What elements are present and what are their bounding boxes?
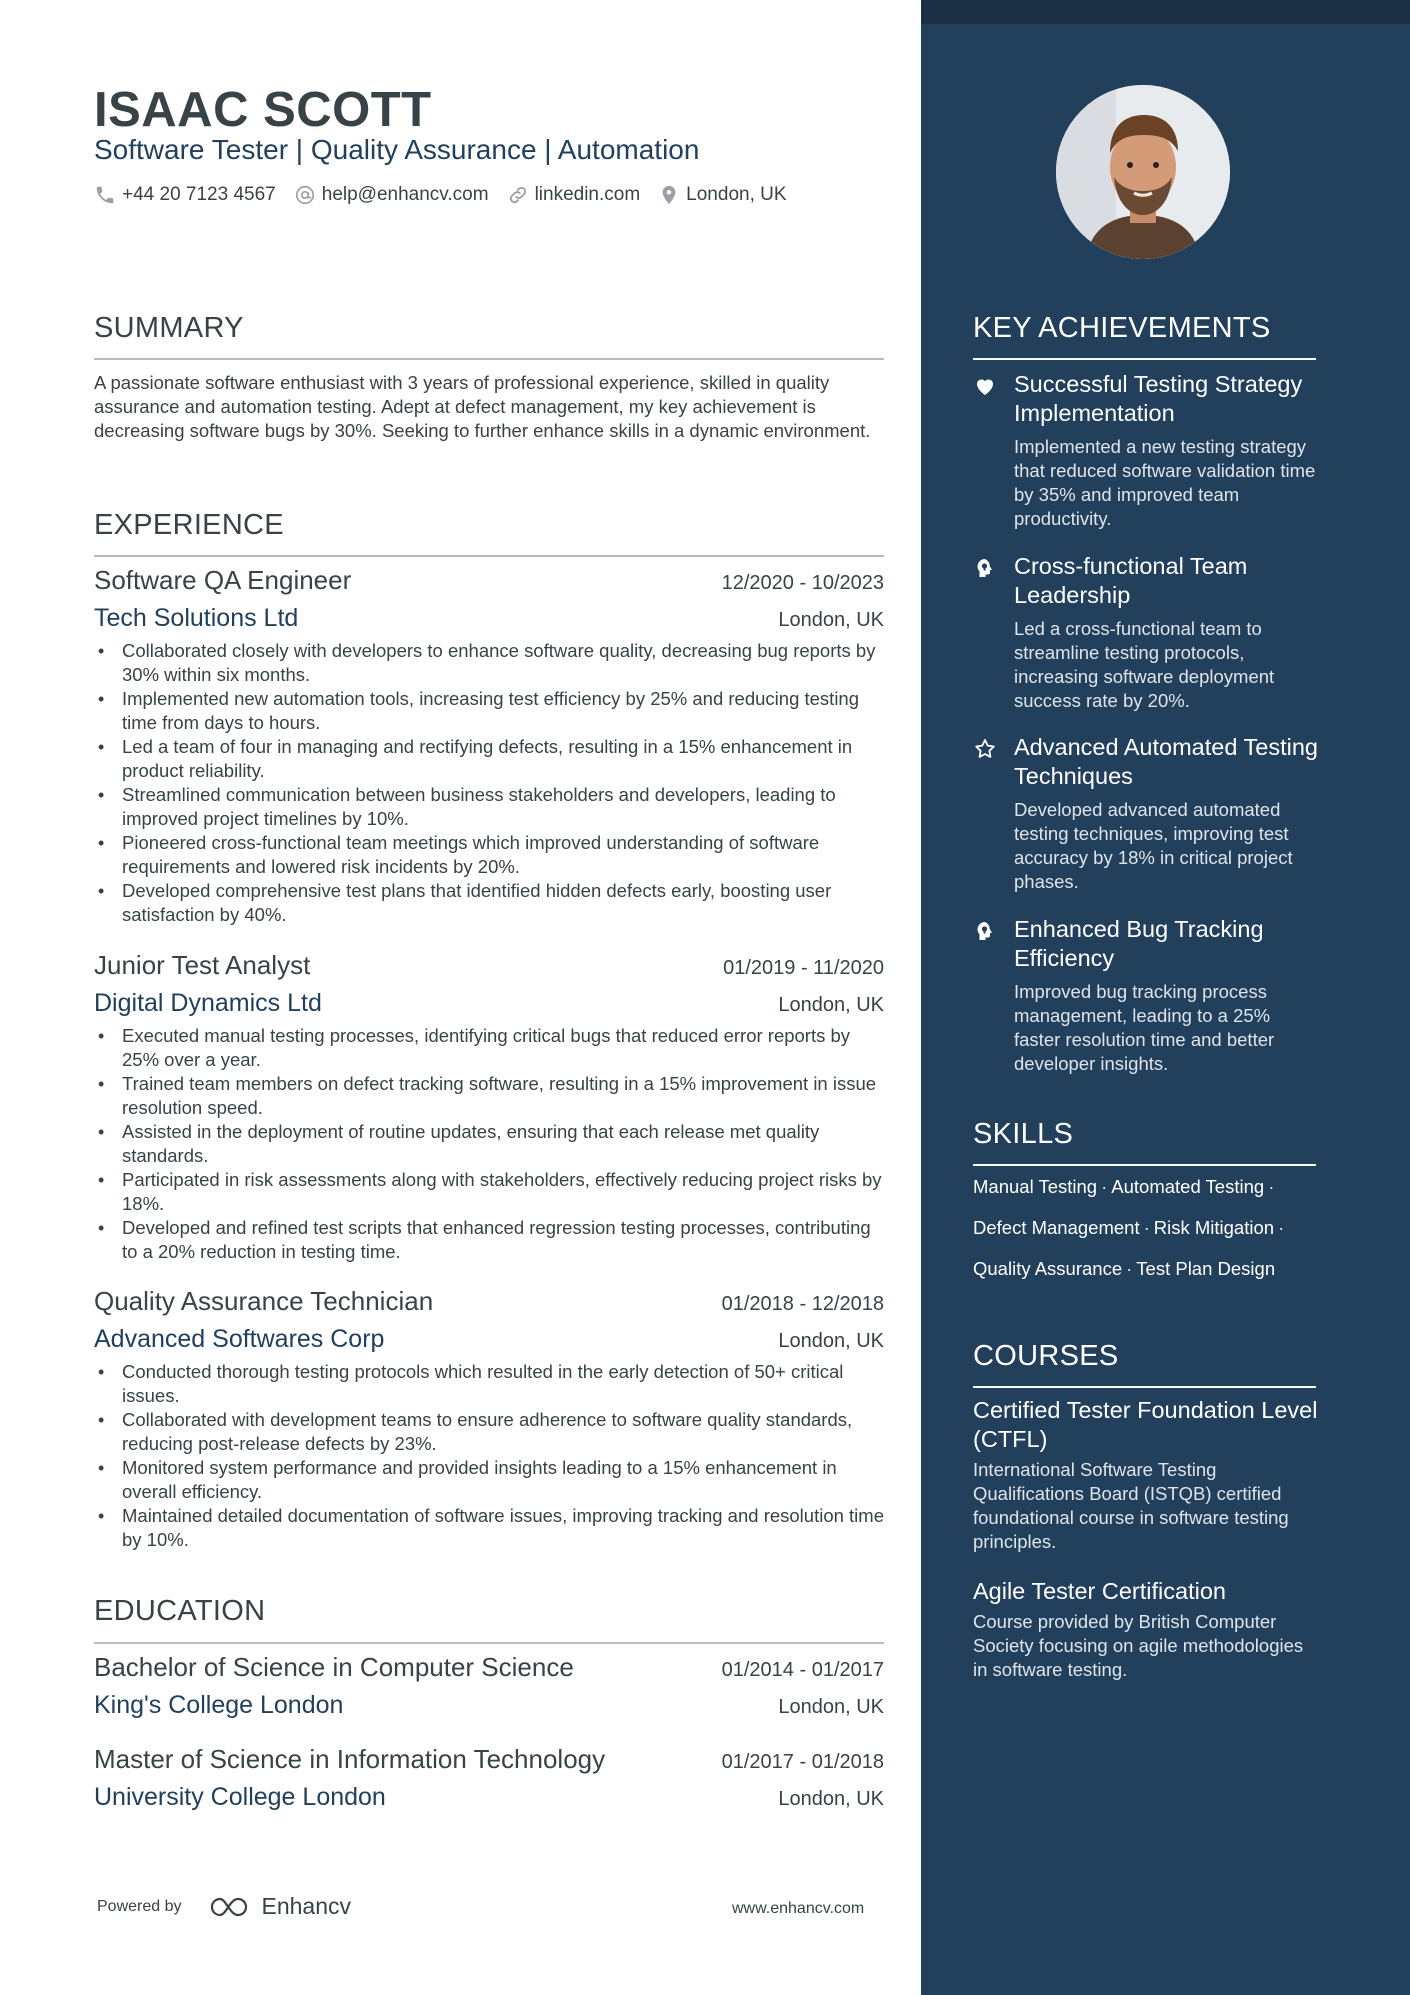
education-degree: Master of Science in Information Technology bbox=[94, 1744, 606, 1774]
education-degree: Bachelor of Science in Computer Science bbox=[94, 1652, 574, 1682]
summary-text: A passionate software enthusiast with 3 years of professional experience, skilled in quality assurance and automation testing. Adept at defect management, my key achievement is decreasing software bugs by 30%. Seeking to further enhance skills in a dynamic environment. bbox=[94, 372, 871, 441]
course-item bbox=[973, 1577, 1318, 1682]
contact-email[interactable] bbox=[294, 184, 489, 206]
job-header bbox=[94, 565, 884, 596]
courses-heading: COURSES bbox=[973, 1340, 1119, 1372]
job-location: London, UK bbox=[778, 609, 884, 631]
contact-bar bbox=[94, 184, 805, 206]
course-description: International Software Testing Qualifications Board (ISTQB) certified foundational course in software testing principles. bbox=[973, 1459, 1289, 1552]
job-role: Quality Assurance Technician bbox=[94, 1286, 434, 1316]
job-bullet: • Monitored system performance and provided insights leading to a 15% enhancement in overall efficiency. bbox=[94, 1456, 884, 1504]
skill-separator: · bbox=[1278, 1217, 1285, 1238]
job-location: London, UK bbox=[778, 994, 884, 1016]
job-bullet: • Participated in risk assessments along with stakeholders, effectively reducing project risks by 18%. bbox=[94, 1168, 884, 1216]
contact-phone[interactable] bbox=[94, 184, 276, 206]
contact-email-text: help@enhancv.com bbox=[321, 184, 489, 205]
skill-tag: Test Plan Design bbox=[1136, 1258, 1276, 1279]
education-header bbox=[94, 1652, 884, 1683]
achievement-title: Cross-functional Team Leadership bbox=[1014, 553, 1248, 608]
course-name: Certified Tester Foundation Level (CTFL) bbox=[973, 1397, 1318, 1452]
at-icon bbox=[294, 184, 316, 206]
achievement-item bbox=[973, 552, 1318, 713]
job-company: Advanced Softwares Corp bbox=[94, 1325, 385, 1353]
job-bullet: • Trained team members on defect tracking software, resulting in a 15% improvement in issue resolution speed. bbox=[94, 1072, 884, 1120]
skill-tag: Risk Mitigation bbox=[1153, 1217, 1275, 1238]
job-bullet: • Pioneered cross-functional team meetings which improved understanding of software requirements and lowered risk incidents by 20%. bbox=[94, 831, 884, 879]
job-company: Tech Solutions Ltd bbox=[94, 604, 299, 632]
achievement-title: Successful Testing Strategy Implementation bbox=[1014, 371, 1303, 426]
summary-divider bbox=[94, 358, 884, 360]
job-role: Software QA Engineer bbox=[94, 565, 352, 595]
job-entry bbox=[94, 1286, 884, 1552]
achievement-description: Implemented a new testing strategy that reduced software validation time by 35% and improved team productivity. bbox=[1014, 436, 1316, 529]
achievement-item bbox=[973, 915, 1318, 1076]
summary-heading: SUMMARY bbox=[94, 312, 244, 344]
skills-list bbox=[973, 1176, 1318, 1299]
job-bullet: • Developed and refined test scripts that enhanced regression testing processes, contributing to a 20% reduction in testing time. bbox=[94, 1216, 884, 1264]
job-header bbox=[94, 1286, 884, 1317]
job-dates: 01/2018 - 12/2018 bbox=[721, 1293, 884, 1315]
job-bullet: • Collaborated with development teams to ensure adherence to software quality standards, reducing post-release defects by 23%. bbox=[94, 1408, 884, 1456]
job-bullet: • Conducted thorough testing protocols which resulted in the early detection of 50+ critical issues. bbox=[94, 1360, 884, 1408]
job-role: Junior Test Analyst bbox=[94, 950, 311, 980]
job-bullet: • Maintained detailed documentation of software issues, improving tracking and resolution time by 10%. bbox=[94, 1504, 884, 1552]
skills-row bbox=[973, 1217, 1318, 1258]
achievements-divider bbox=[973, 358, 1316, 360]
skill-separator: · bbox=[1143, 1217, 1150, 1238]
powered-by-label: Powered by bbox=[97, 1897, 182, 1915]
experience-divider bbox=[94, 555, 884, 557]
job-bullet: • Led a team of four in managing and rectifying defects, resulting in a 15% enhancement in product reliability. bbox=[94, 735, 884, 783]
education-location: London, UK bbox=[778, 1696, 884, 1718]
skills-divider bbox=[973, 1164, 1316, 1166]
job-bullets bbox=[94, 1024, 884, 1264]
profile-photo bbox=[1056, 85, 1230, 259]
achievement-item bbox=[973, 370, 1318, 531]
phone-icon bbox=[94, 184, 116, 206]
education-entry bbox=[94, 1744, 884, 1812]
achievement-title: Enhanced Bug Tracking Efficiency bbox=[1014, 916, 1264, 971]
job-header bbox=[94, 950, 884, 981]
sidebar-top-band bbox=[921, 0, 1410, 24]
skill-separator: · bbox=[1126, 1258, 1133, 1279]
location-pin-icon bbox=[658, 184, 680, 206]
achievement-title: Advanced Automated Testing Techniques bbox=[1014, 734, 1318, 789]
star-icon bbox=[973, 737, 997, 761]
job-location: London, UK bbox=[778, 1330, 884, 1352]
achievement-item bbox=[973, 733, 1318, 894]
achievement-description: Led a cross-functional team to streamline testing protocols, increasing software deployment success rate by 20%. bbox=[1014, 618, 1275, 711]
experience-heading: EXPERIENCE bbox=[94, 509, 284, 541]
brand-name: Enhancv bbox=[261, 1893, 352, 1919]
education-school-row bbox=[94, 1783, 884, 1812]
achievement-description: Developed advanced automated testing techniques, improving test accuracy by 18% in critical project phases. bbox=[1014, 799, 1293, 892]
heart-icon bbox=[973, 374, 997, 398]
course-item bbox=[973, 1396, 1318, 1554]
brand-logo[interactable] bbox=[208, 1893, 352, 1920]
course-description: Course provided by British Computer Society focusing on agile methodologies in software testing. bbox=[973, 1611, 1304, 1680]
job-bullets bbox=[94, 639, 884, 927]
course-name: Agile Tester Certification bbox=[973, 1578, 1226, 1604]
job-entry bbox=[94, 950, 884, 1264]
contact-location bbox=[658, 184, 786, 206]
job-company-row bbox=[94, 989, 884, 1018]
education-location: London, UK bbox=[778, 1788, 884, 1810]
job-company-row bbox=[94, 1325, 884, 1354]
head-bulb-icon bbox=[973, 556, 997, 580]
education-divider bbox=[94, 1642, 884, 1644]
skill-separator: · bbox=[1268, 1176, 1275, 1197]
head-bulb-icon bbox=[973, 919, 997, 943]
job-bullet: • Collaborated closely with developers to enhance software quality, decreasing bug reports by 30% within six months. bbox=[94, 639, 884, 687]
skill-tag: Defect Management bbox=[973, 1217, 1140, 1238]
job-dates: 12/2020 - 10/2023 bbox=[721, 572, 884, 594]
job-bullet: • Streamlined communication between business stakeholders and developers, leading to improved project timelines by 10%. bbox=[94, 783, 884, 831]
achievements-heading: KEY ACHIEVEMENTS bbox=[973, 312, 1271, 344]
skills-row bbox=[973, 1176, 1318, 1217]
job-bullet: • Assisted in the deployment of routine updates, ensuring that each release met quality standards. bbox=[94, 1120, 884, 1168]
education-dates: 01/2014 - 01/2017 bbox=[721, 1659, 884, 1681]
education-school: University College London bbox=[94, 1783, 386, 1811]
footer-website[interactable]: www.enhancv.com bbox=[732, 1900, 865, 1917]
skill-tag: Automated Testing bbox=[1111, 1176, 1265, 1197]
achievement-description: Improved bug tracking process management, leading to a 25% faster resolution time and better developer insights. bbox=[1014, 981, 1275, 1074]
skill-tag: Manual Testing bbox=[973, 1176, 1098, 1197]
candidate-name: ISAAC SCOTT bbox=[94, 83, 432, 137]
skill-separator: · bbox=[1101, 1176, 1108, 1197]
job-company: Digital Dynamics Ltd bbox=[94, 989, 322, 1017]
education-header bbox=[94, 1744, 884, 1775]
job-company-row bbox=[94, 604, 884, 633]
job-bullet: • Executed manual testing processes, identifying critical bugs that reduced error reports by 25% over a year. bbox=[94, 1024, 884, 1072]
job-bullet: • Implemented new automation tools, increasing test efficiency by 25% and reducing testing time from days to hours. bbox=[94, 687, 884, 735]
courses-divider bbox=[973, 1386, 1316, 1388]
skill-tag: Quality Assurance bbox=[973, 1258, 1123, 1279]
job-bullets bbox=[94, 1360, 884, 1552]
enhancv-logo-icon bbox=[208, 1894, 256, 1920]
job-entry bbox=[94, 565, 884, 927]
job-bullet: • Developed comprehensive test plans that identified hidden defects early, boosting user satisfaction by 40%. bbox=[94, 879, 884, 927]
contact-location-text: London, UK bbox=[686, 184, 787, 205]
skills-row bbox=[973, 1258, 1318, 1299]
education-heading: EDUCATION bbox=[94, 1595, 266, 1627]
job-dates: 01/2019 - 11/2020 bbox=[723, 957, 884, 979]
skills-heading: SKILLS bbox=[973, 1118, 1074, 1150]
education-entry bbox=[94, 1652, 884, 1720]
education-school-row bbox=[94, 1691, 884, 1720]
contact-phone-text: +44 20 7123 4567 bbox=[122, 184, 276, 205]
avatar-icon bbox=[1056, 85, 1230, 259]
contact-linkedin[interactable] bbox=[507, 184, 641, 206]
link-icon bbox=[507, 184, 529, 206]
education-school: King's College London bbox=[94, 1691, 344, 1719]
footer-branding bbox=[97, 1893, 351, 1920]
candidate-title: Software Tester | Quality Assurance | Automation bbox=[94, 134, 700, 165]
education-dates: 01/2017 - 01/2018 bbox=[721, 1751, 884, 1773]
contact-linkedin-text: linkedin.com bbox=[534, 184, 641, 205]
